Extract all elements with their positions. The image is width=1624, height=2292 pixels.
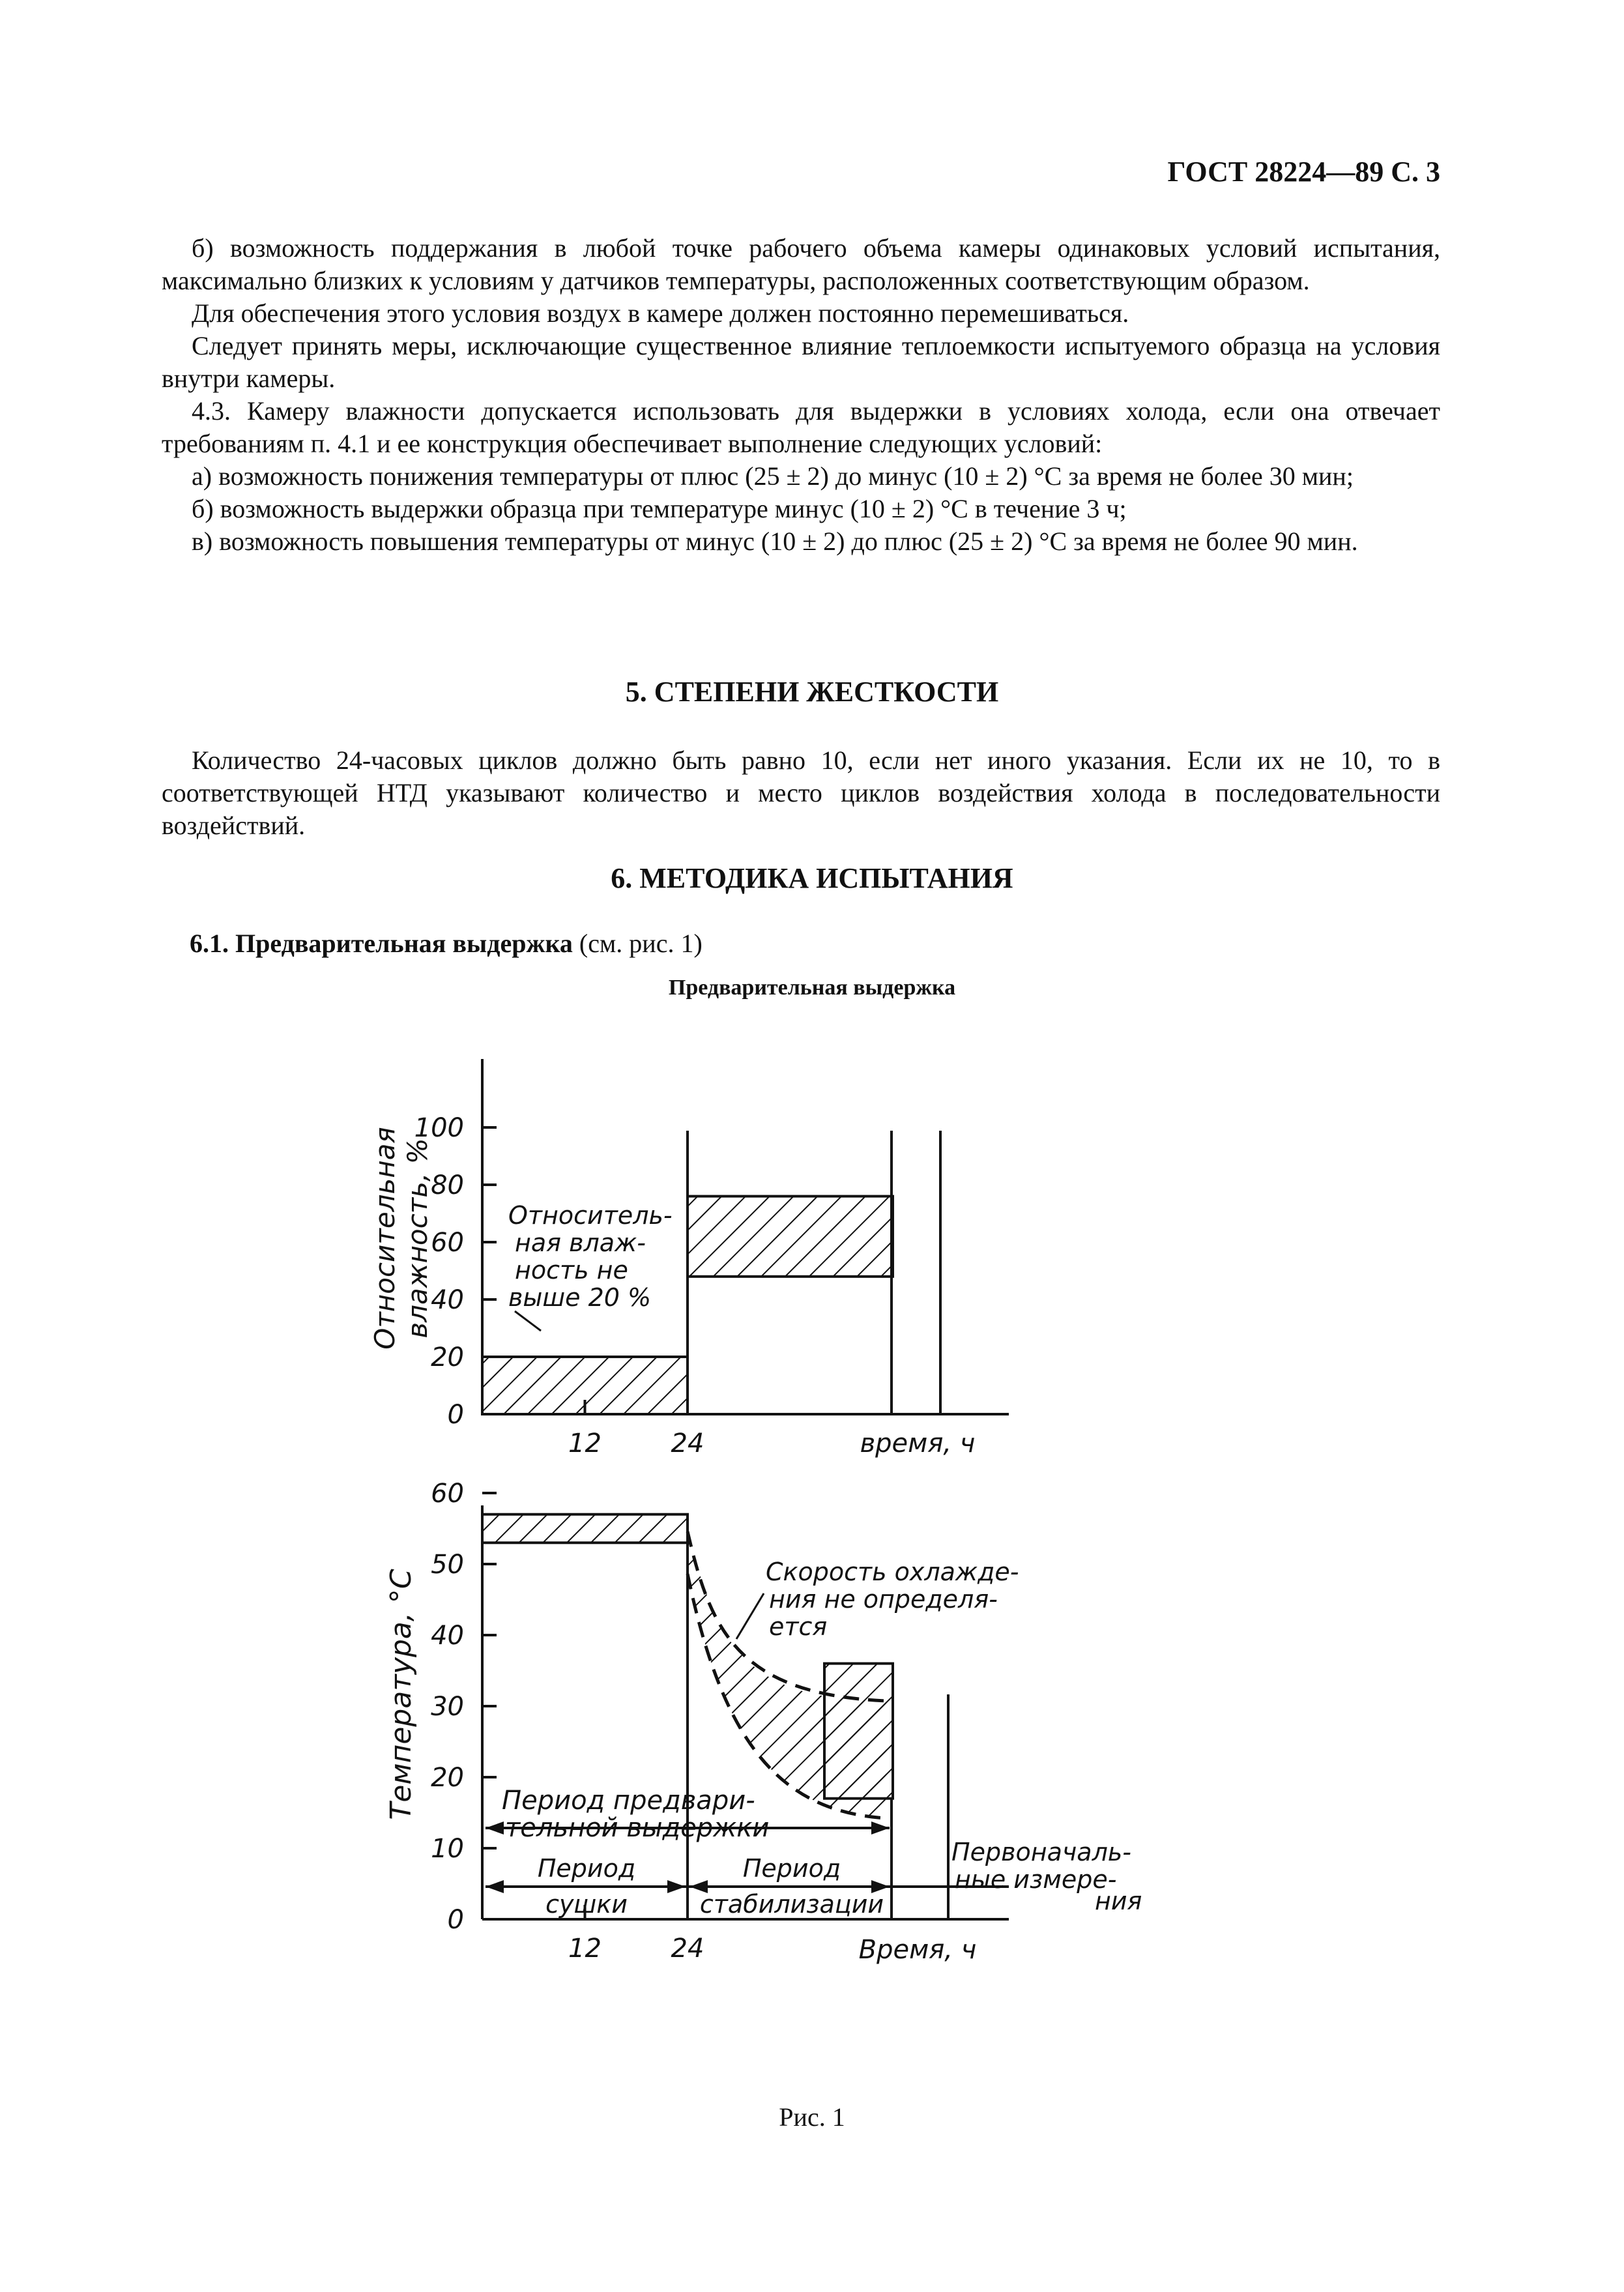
y-tick-label: 60 bbox=[431, 1479, 464, 1509]
stabilization-label: стабилизации bbox=[699, 1890, 884, 1919]
y-tick-label: 40 bbox=[431, 1621, 464, 1651]
y-tick-label: 20 bbox=[431, 1763, 464, 1793]
y-tick-label: 30 bbox=[431, 1692, 464, 1722]
y-tick-label: 0 bbox=[447, 1905, 464, 1935]
y-tick-label: 80 bbox=[431, 1170, 464, 1200]
annotation-line: ность не bbox=[515, 1256, 628, 1284]
x-tick-label: 12 bbox=[568, 1429, 602, 1458]
paragraph: в) возможность повышения температуры от минус (10 ± 2) до плюс (25 ± 2) °С за время не более 90 мин. bbox=[192, 527, 1358, 556]
annotation-line: ная влаж- bbox=[515, 1228, 646, 1257]
y-tick-label: 0 bbox=[447, 1400, 464, 1430]
x-tick-label: 24 bbox=[671, 1934, 704, 1964]
x-axis-label: время, ч bbox=[860, 1429, 976, 1458]
paragraph: б) возможность поддержания в любой точке рабочего объема камеры одинаковых условий испытания, максимально близких к условиям у датчиков температуры, расположенных соответствующим образом. bbox=[162, 233, 1440, 295]
paragraph: Количество 24-часовых циклов должно быть равно 10, если нет иного указания. Если их не 10, то в соответствующей НТД указывают количество и место циклов воздействия холода в последовательности воздействий. bbox=[162, 746, 1440, 840]
pre-soak-period-label: тельной выдержки bbox=[505, 1813, 770, 1843]
y-tick-label: 40 bbox=[431, 1285, 464, 1315]
x-axis-label: Время, ч bbox=[858, 1935, 977, 1965]
paragraph: а) возможность понижения температуры от плюс (25 ± 2) до минус (10 ± 2) °С за время не более 30 мин; bbox=[192, 461, 1354, 491]
temperature-chart bbox=[384, 1479, 1142, 1965]
pre-soak-period-label: Период предвари- bbox=[502, 1786, 755, 1816]
subsection-number: 6.1. bbox=[190, 929, 229, 958]
y-axis-label: влажность, % bbox=[401, 1138, 433, 1339]
drying-label: Период bbox=[537, 1854, 636, 1883]
section-5-title: 5. СТЕПЕНИ ЖЕСТКОСТИ bbox=[625, 676, 999, 708]
subsection-heading: Предварительная выдержка bbox=[235, 929, 573, 958]
paragraph: Следует принять меры, исключающие существенное влияние теплоемкости испытуемого образца на условия внутри камеры. bbox=[162, 331, 1440, 393]
section-6-title: 6. МЕТОДИКА ИСПЫТАНИЯ bbox=[611, 862, 1013, 894]
y-tick-label: 60 bbox=[431, 1228, 464, 1258]
x-tick-label: 12 bbox=[568, 1934, 602, 1964]
annotation-line: выше 20 % bbox=[508, 1283, 652, 1312]
cooling-rate-annotation: Скорость охлажде- bbox=[766, 1558, 1019, 1586]
y-tick-label: 20 bbox=[431, 1342, 464, 1372]
cooling-rate-annotation: ется bbox=[769, 1612, 828, 1641]
drying-temperature-band bbox=[482, 1515, 688, 1543]
figure-title: Предварительная выдержка bbox=[668, 976, 956, 1000]
initial-measurements-label: Первоначаль- bbox=[951, 1838, 1131, 1866]
y-axis-label: Относительная bbox=[369, 1127, 401, 1350]
annotation-arrow bbox=[515, 1311, 541, 1331]
subsection-reference: (см. рис. 1) bbox=[572, 929, 703, 958]
annotation-line: Относитель- bbox=[508, 1201, 673, 1230]
y-tick-label: 50 bbox=[431, 1550, 464, 1580]
stabilization-temperature-band bbox=[824, 1664, 893, 1799]
page-header: ГОСТ 28224—89 С. 3 bbox=[1167, 156, 1440, 188]
stabilization-label: Период bbox=[742, 1854, 841, 1883]
figure-caption: Рис. 1 bbox=[779, 2102, 845, 2132]
y-axis-label: Температура, °С bbox=[384, 1569, 418, 1820]
paragraph: 4.3. Камеру влажности допускается использовать для выдержки в условиях холода, если она отвечает требованиям п. 4.1 и ее конструкция обеспечивает выполнение следующих условий: bbox=[162, 396, 1440, 458]
cooling-rate-annotation: ния не определя- bbox=[769, 1585, 998, 1614]
initial-measurements-label: ные измере- bbox=[955, 1865, 1117, 1894]
initial-measurements-label: ния bbox=[1095, 1887, 1142, 1915]
x-tick-label: 24 bbox=[671, 1429, 704, 1458]
y-tick-label: 100 bbox=[414, 1113, 464, 1143]
annotation-arrow bbox=[736, 1593, 764, 1639]
humidity-area-after-24h bbox=[688, 1197, 893, 1277]
humidity-chart bbox=[369, 1059, 1009, 1458]
y-tick-label: 10 bbox=[431, 1834, 464, 1864]
paragraph: Для обеспечения этого условия воздух в камере должен постоянно перемешиваться. bbox=[192, 298, 1129, 328]
paragraph: б) возможность выдержки образца при температуре минус (10 ± 2) °С в течение 3 ч; bbox=[192, 494, 1127, 523]
drying-label: сушки bbox=[545, 1890, 628, 1919]
